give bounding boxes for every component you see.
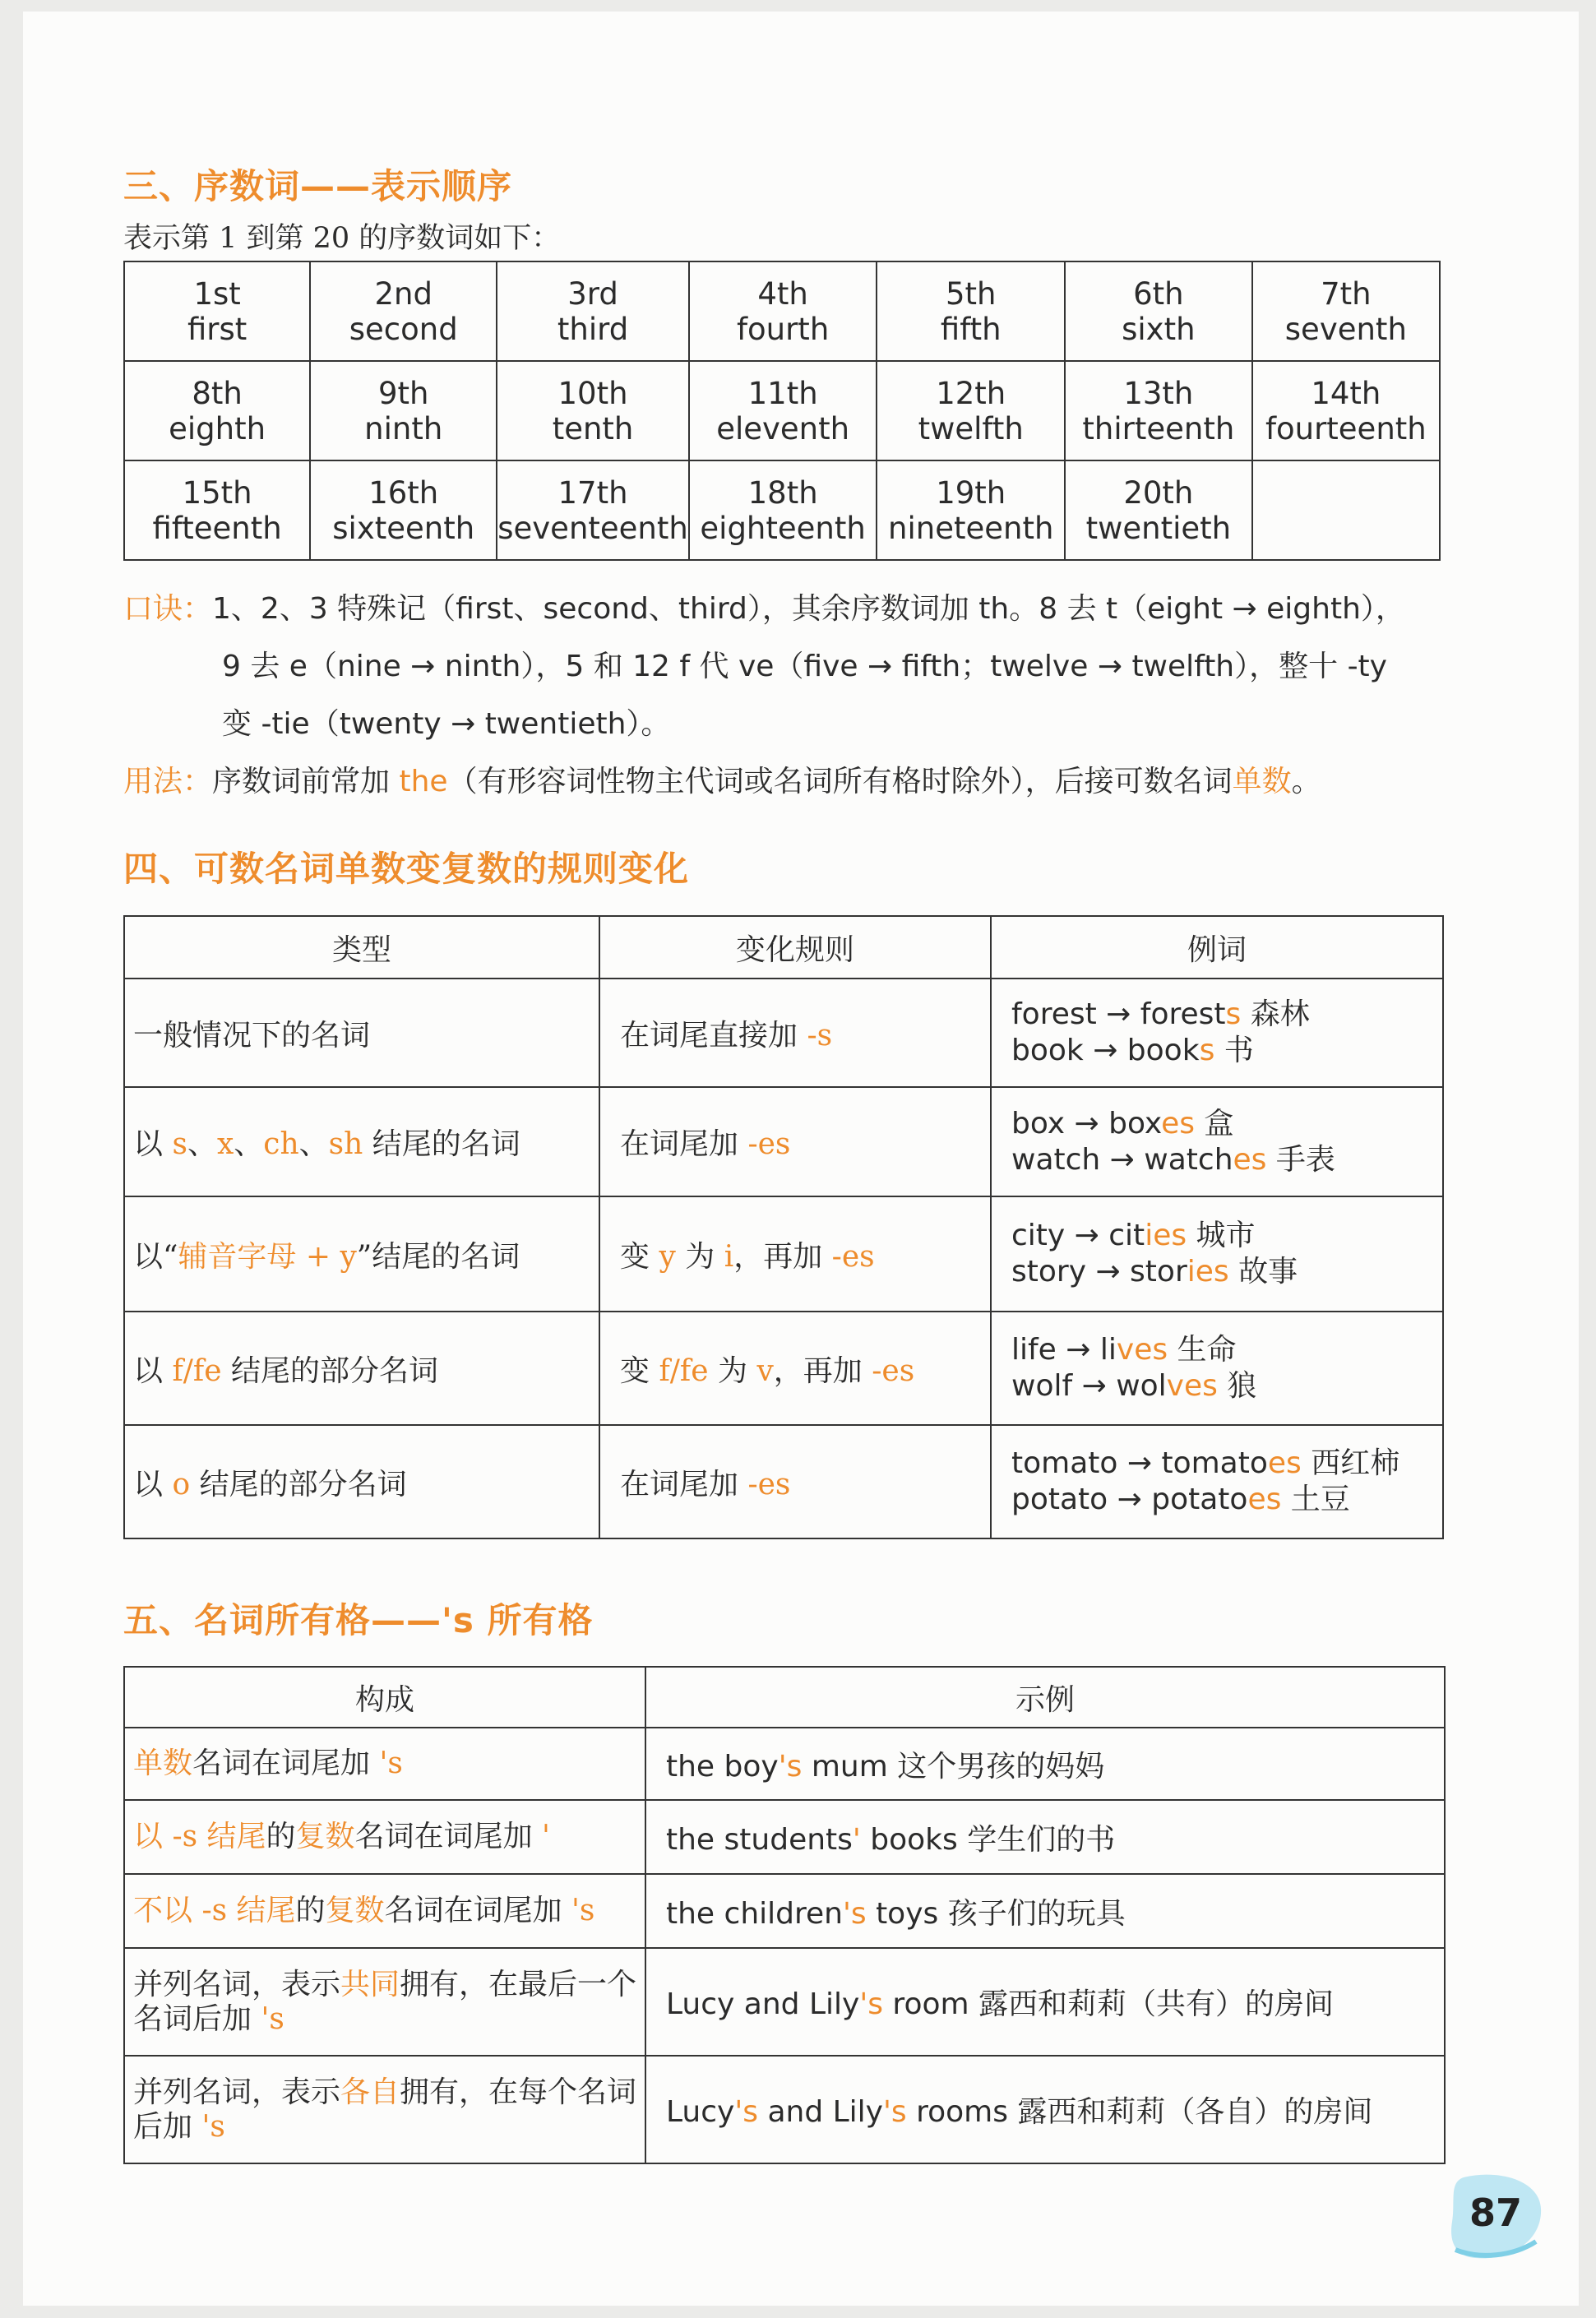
possessive-rule-part: 's	[379, 1747, 403, 1780]
possessive-rule-part: 共同	[340, 1967, 400, 2001]
plural-example-part: tomato → tomato	[1011, 1446, 1268, 1480]
ordinal-cell	[1252, 261, 1440, 361]
ordinal-cell	[689, 261, 877, 361]
ordinal-word: fourth	[736, 311, 830, 347]
plural-type-part: 一般情况下的名词	[133, 1018, 371, 1053]
ordinal-number: 6th	[1133, 275, 1184, 312]
possessive-rule-part: 名词在词尾加	[192, 1747, 380, 1780]
possessive-example-cell	[645, 1800, 1445, 1874]
possessive-rule-part: 拥有，在最后一个名词后加	[133, 1967, 637, 2036]
possessive-rule-part: 各自	[340, 2075, 400, 2109]
ordinal-word: fifth	[940, 311, 1002, 347]
possessive-rule-part: 's	[571, 1894, 595, 1927]
ordinal-number: 9th	[377, 375, 429, 411]
possessive-example-part: 露西和莉莉（各自）的房间	[1017, 2095, 1373, 2129]
plural-rule-cell	[599, 1312, 991, 1425]
possessive-rule-cell	[124, 1948, 645, 2056]
plural-example-part: 狼	[1217, 1369, 1257, 1403]
plural-example-cell	[991, 1087, 1443, 1196]
plural-rule-cell	[599, 1196, 991, 1312]
ordinal-word: eighteenth	[700, 510, 866, 546]
ordinal-word: eighth	[169, 410, 266, 446]
possessive-rule-part: 的	[266, 1820, 296, 1853]
plural-example-part: 故事	[1228, 1255, 1298, 1289]
ordinal-cell	[1252, 361, 1440, 460]
plural-rule-part: -es	[831, 1239, 875, 1274]
possessive-example-cell	[645, 1948, 1445, 2056]
possessive-rule-part: 名词在词尾加	[354, 1820, 543, 1853]
plural-rule-part: i	[724, 1239, 734, 1274]
ordinal-word: nineteenth	[888, 510, 1054, 546]
ordinal-word: thirteenth	[1082, 410, 1235, 446]
ordinal-number: 18th	[747, 474, 818, 511]
plural-example-part: 城市	[1187, 1219, 1256, 1252]
plural-rule-part: 在词尾加	[620, 1467, 748, 1501]
tip-line-2: 9 去 e（nine → ninth），5 和 12 f 代 ve（five → fifth；twelve → twelfth），整十 -ty	[222, 650, 1387, 683]
plural-type-cell	[124, 1196, 599, 1312]
ordinal-word: fifteenth	[152, 510, 282, 546]
usage-paragraph	[123, 758, 1321, 800]
ordinal-number: 2nd	[374, 275, 433, 312]
plural-row	[124, 1425, 1443, 1538]
plural-example-line	[1011, 1142, 1442, 1178]
plural-rule-part: y	[659, 1239, 676, 1274]
plural-type-part: x	[216, 1127, 234, 1161]
possessive-example-part: 's	[734, 2095, 758, 2129]
plural-example-part: forest → forest	[1011, 997, 1226, 1031]
plural-type-part: 、	[234, 1127, 264, 1161]
plural-rule-part: v	[756, 1353, 774, 1388]
plural-header-examples: 例词	[991, 916, 1443, 979]
plural-rule-part: -es	[747, 1127, 791, 1161]
tip-paragraph	[123, 585, 1405, 627]
plural-example-line	[1011, 1106, 1442, 1142]
plural-example-part: 手表	[1266, 1142, 1335, 1177]
section-title-ordinals: 三、序数词——表示顺序	[123, 166, 513, 206]
plural-example-cell	[991, 1425, 1443, 1538]
possessive-example-cell	[645, 1874, 1445, 1948]
possessive-example-part: 孩子们的玩具	[947, 1896, 1126, 1931]
ordinal-cell	[877, 361, 1065, 460]
section-title-possessive: 五、名词所有格——'s 所有格	[123, 1600, 594, 1640]
ordinal-number: 8th	[192, 375, 243, 411]
possessive-example-part: mum	[802, 1749, 898, 1784]
plural-type-part: 辅音字母 + y	[178, 1239, 357, 1274]
ordinal-cell	[124, 261, 310, 361]
plural-example-part: es	[1247, 1483, 1282, 1516]
usage-end: 。	[1291, 765, 1321, 798]
plural-rule-cell	[599, 1425, 991, 1538]
plural-row	[124, 979, 1443, 1087]
plural-type-part: f/fe	[172, 1353, 222, 1388]
ordinal-word: sixth	[1122, 311, 1196, 347]
possessive-row	[124, 1728, 1445, 1800]
plural-example-line	[1011, 1368, 1442, 1404]
plural-rule-part: 在词尾直接加	[620, 1018, 807, 1053]
page-number: 87	[1469, 2191, 1523, 2235]
plural-type-part: 以“	[133, 1239, 178, 1274]
possessive-rule-cell	[124, 2056, 645, 2163]
ordinal-cell	[689, 361, 877, 460]
plural-example-part: 西红柿	[1301, 1446, 1400, 1480]
ordinal-number: 1st	[193, 275, 241, 312]
ordinal-word: third	[557, 311, 629, 347]
possessive-example-part: toys	[866, 1896, 948, 1931]
ordinal-number: 11th	[747, 375, 818, 411]
plural-type-part: 结尾的部分名词	[221, 1353, 438, 1388]
plural-example-part: city → cit	[1011, 1219, 1145, 1252]
possessive-example-cell	[645, 2056, 1445, 2163]
ordinals-row	[124, 261, 1440, 361]
plural-example-cell	[991, 1196, 1443, 1312]
ordinal-word: sixteenth	[332, 510, 475, 546]
plural-rule-part: -s	[807, 1018, 833, 1053]
ordinal-word: eleventh	[716, 410, 850, 446]
plural-example-part: ves	[1116, 1333, 1168, 1367]
possessive-rule-cell	[124, 1728, 645, 1800]
plural-example-line	[1011, 1332, 1442, 1368]
plural-example-line	[1011, 1482, 1442, 1518]
ordinals-intro: 表示第 1 到第 20 的序数词如下：	[123, 222, 561, 255]
plural-example-line	[1011, 997, 1442, 1033]
possessive-example-cell	[645, 1728, 1445, 1800]
ordinal-number: 3rd	[567, 275, 618, 312]
ordinal-word: second	[349, 311, 458, 347]
possessive-example-part: the boy	[666, 1749, 779, 1784]
possessive-header-form: 构成	[124, 1667, 645, 1728]
ordinal-number: 5th	[945, 275, 997, 312]
possessive-rule-part: '	[542, 1820, 550, 1853]
plural-rule-part: ，再加	[773, 1353, 872, 1388]
possessive-rule-part: 's	[201, 2109, 225, 2144]
plural-rules-table	[123, 915, 1444, 1539]
plural-example-part: ies	[1145, 1219, 1187, 1252]
plural-type-part: ”结尾的名词	[356, 1239, 520, 1274]
possessive-example-part: rooms	[906, 2095, 1018, 2129]
possessive-rule-part: 拥有，在每个名词后加	[133, 2075, 637, 2144]
plural-rule-part: -es	[747, 1467, 791, 1501]
plural-type-part: 以	[133, 1467, 173, 1501]
possessive-example-part: 学生们的书	[967, 1822, 1116, 1857]
plural-type-cell	[124, 1425, 599, 1538]
plural-example-part: potato → potato	[1011, 1483, 1248, 1516]
possessive-header-row	[124, 1667, 1445, 1728]
plural-rule-cell	[599, 979, 991, 1087]
plural-rule-part: 变	[620, 1239, 659, 1274]
possessive-example-part: 露西和莉莉（共有）的房间	[978, 1987, 1335, 2021]
possessive-rule-part: 不以 -s 结尾	[133, 1894, 296, 1927]
ordinal-word: fourteenth	[1265, 410, 1427, 446]
possessive-rule-cell	[124, 1874, 645, 1948]
usage-text-b: （有形容词性物主代词或名词所有格时除外），后接可数名词	[447, 765, 1233, 798]
ordinal-word: twelfth	[918, 410, 1024, 446]
plural-example-part: box → box	[1011, 1106, 1162, 1140]
plural-header-row	[124, 916, 1443, 979]
ordinal-cell	[310, 460, 497, 560]
ordinal-cell	[1065, 361, 1252, 460]
possessive-rule-part: 以 -s 结尾	[133, 1820, 266, 1853]
ordinal-number: 17th	[557, 474, 628, 511]
plural-row	[124, 1312, 1443, 1425]
plural-example-part: 森林	[1241, 997, 1310, 1031]
plural-rule-part: ，再加	[733, 1239, 832, 1274]
plural-example-part: book → book	[1011, 1034, 1200, 1067]
possessive-table	[123, 1666, 1446, 2164]
possessive-rule-part: 的	[295, 1894, 326, 1927]
plural-example-part: story → stor	[1011, 1255, 1187, 1289]
plural-rule-part: 为	[675, 1239, 724, 1274]
ordinal-number: 16th	[368, 474, 439, 511]
plural-example-part: 盒	[1195, 1106, 1234, 1140]
plural-type-part: s	[172, 1127, 187, 1161]
possessive-example-part: Lucy	[666, 2095, 735, 2129]
plural-example-cell	[991, 979, 1443, 1087]
possessive-rule-part: 复数	[295, 1820, 355, 1853]
plural-header-rule: 变化规则	[599, 916, 991, 979]
plural-type-part: 结尾的部分名词	[190, 1467, 407, 1501]
plural-type-part: ch	[263, 1127, 299, 1161]
usage-single: 单数	[1232, 765, 1292, 798]
plural-type-part: 结尾的名词	[363, 1127, 520, 1161]
plural-example-line	[1011, 1254, 1442, 1290]
plural-example-line	[1011, 1033, 1442, 1069]
plural-example-line	[1011, 1218, 1442, 1254]
tip-line-3: 变 -tie（twenty → twentieth）。	[222, 707, 671, 741]
possessive-example-part: room	[882, 1987, 978, 2021]
ordinal-number: 4th	[757, 275, 808, 312]
tip-label: 口诀：	[123, 592, 213, 626]
possessive-example-part: the students	[666, 1822, 853, 1857]
plural-example-cell	[991, 1312, 1443, 1425]
possessive-header-example: 示例	[645, 1667, 1445, 1728]
possessive-example-part: the children	[666, 1896, 843, 1931]
possessive-row	[124, 2056, 1445, 2163]
plural-rule-part: 在词尾加	[620, 1127, 748, 1161]
ordinal-word: seventh	[1284, 311, 1407, 347]
possessive-rule-cell	[124, 1800, 645, 1874]
ordinal-cell	[877, 261, 1065, 361]
ordinal-cell	[497, 460, 689, 560]
possessive-rule-part: 并列名词，表示	[133, 2075, 341, 2109]
plural-example-part: es	[1233, 1142, 1267, 1177]
ordinal-number: 7th	[1321, 275, 1372, 312]
ordinal-number: 10th	[557, 375, 628, 411]
plural-example-part: 土豆	[1281, 1483, 1350, 1516]
possessive-example-part: 's	[778, 1749, 803, 1784]
plural-rule-part: 变	[620, 1353, 659, 1388]
ordinal-cell	[310, 361, 497, 460]
plural-type-cell	[124, 979, 599, 1087]
plural-example-part: 书	[1214, 1034, 1254, 1067]
plural-type-part: 、	[298, 1127, 329, 1161]
plural-example-part: life → li	[1011, 1333, 1117, 1367]
plural-rule-part: -es	[872, 1353, 915, 1388]
plural-type-cell	[124, 1087, 599, 1196]
ordinal-word: twentieth	[1085, 510, 1232, 546]
ordinal-number: 15th	[182, 474, 252, 511]
plural-example-part: watch → watch	[1011, 1142, 1233, 1177]
plural-rule-part: 为	[708, 1353, 757, 1388]
ordinal-word: tenth	[552, 410, 634, 446]
plural-example-part: s	[1225, 997, 1242, 1031]
usage-the: the	[399, 765, 448, 798]
ordinal-cell	[497, 361, 689, 460]
plural-example-part: s	[1199, 1034, 1215, 1067]
ordinal-number: 14th	[1311, 375, 1381, 411]
plural-row	[124, 1196, 1443, 1312]
possessive-rule-part: 复数	[325, 1894, 385, 1927]
ordinal-cell	[1065, 261, 1252, 361]
plural-type-part: 以	[133, 1353, 173, 1388]
ordinal-number: 20th	[1123, 474, 1194, 511]
possessive-example-part: Lucy and Lily	[666, 1987, 860, 2021]
ordinal-number: 13th	[1123, 375, 1194, 411]
possessive-rule-part: 名词在词尾加	[384, 1894, 572, 1927]
ordinals-row	[124, 460, 1440, 560]
plural-header-type: 类型	[124, 916, 599, 979]
ordinal-cell	[124, 361, 310, 460]
usage-text-a: 序数词前常加	[212, 765, 400, 798]
section-title-plurals: 四、可数名词单数变复数的规则变化	[123, 849, 690, 889]
usage-label: 用法：	[123, 765, 213, 798]
possessive-example-part: 这个男孩的妈妈	[897, 1749, 1105, 1784]
possessive-example-part: books	[860, 1822, 968, 1857]
plural-row	[124, 1087, 1443, 1196]
plural-example-line	[1011, 1446, 1442, 1482]
ordinal-number: 19th	[936, 474, 1006, 511]
ordinal-cell	[877, 460, 1065, 560]
plural-example-part: ies	[1187, 1255, 1229, 1289]
ordinal-cell	[310, 261, 497, 361]
possessive-example-part: 's	[882, 2095, 907, 2129]
ordinal-word: seventeenth	[497, 510, 688, 546]
ordinals-row	[124, 361, 1440, 460]
plural-rule-part: f/fe	[659, 1353, 709, 1388]
plural-type-part: 以	[133, 1127, 173, 1161]
plural-example-part: es	[1267, 1446, 1302, 1480]
possessive-rule-part: 单数	[133, 1747, 193, 1780]
plural-type-part: sh	[328, 1127, 363, 1161]
possessive-rule-part: 's	[261, 2001, 285, 2036]
plural-type-part: 、	[187, 1127, 217, 1161]
possessive-example-part: '	[852, 1822, 861, 1857]
possessive-example-part: 's	[859, 1987, 883, 2021]
possessive-row	[124, 1874, 1445, 1948]
ordinal-cell	[497, 261, 689, 361]
ordinal-number: 12th	[936, 375, 1006, 411]
ordinal-cell	[124, 460, 310, 560]
tip-line-1: 1、2、3 特殊记（first、second、third），其余序数词加 th。8 去 t（eight → eighth），	[212, 592, 1405, 626]
possessive-example-part: and Lily	[758, 2095, 883, 2129]
ordinal-cell	[1252, 460, 1440, 560]
possessive-rule-part: 并列名词，表示	[133, 1967, 341, 2001]
plural-type-part: o	[172, 1467, 191, 1501]
ordinal-word: first	[187, 311, 247, 347]
ordinal-cell	[1065, 460, 1252, 560]
plural-example-part: ves	[1166, 1369, 1218, 1403]
ordinals-table	[123, 261, 1441, 561]
plural-type-cell	[124, 1312, 599, 1425]
possessive-row	[124, 1800, 1445, 1874]
possessive-example-part: 's	[842, 1896, 867, 1931]
plural-rule-cell	[599, 1087, 991, 1196]
possessive-row	[124, 1948, 1445, 2056]
plural-example-part: 生命	[1168, 1333, 1237, 1367]
plural-example-part: wolf → wol	[1011, 1369, 1167, 1403]
plural-example-part: es	[1161, 1106, 1195, 1140]
ordinal-word: ninth	[364, 410, 443, 446]
ordinal-cell	[689, 460, 877, 560]
